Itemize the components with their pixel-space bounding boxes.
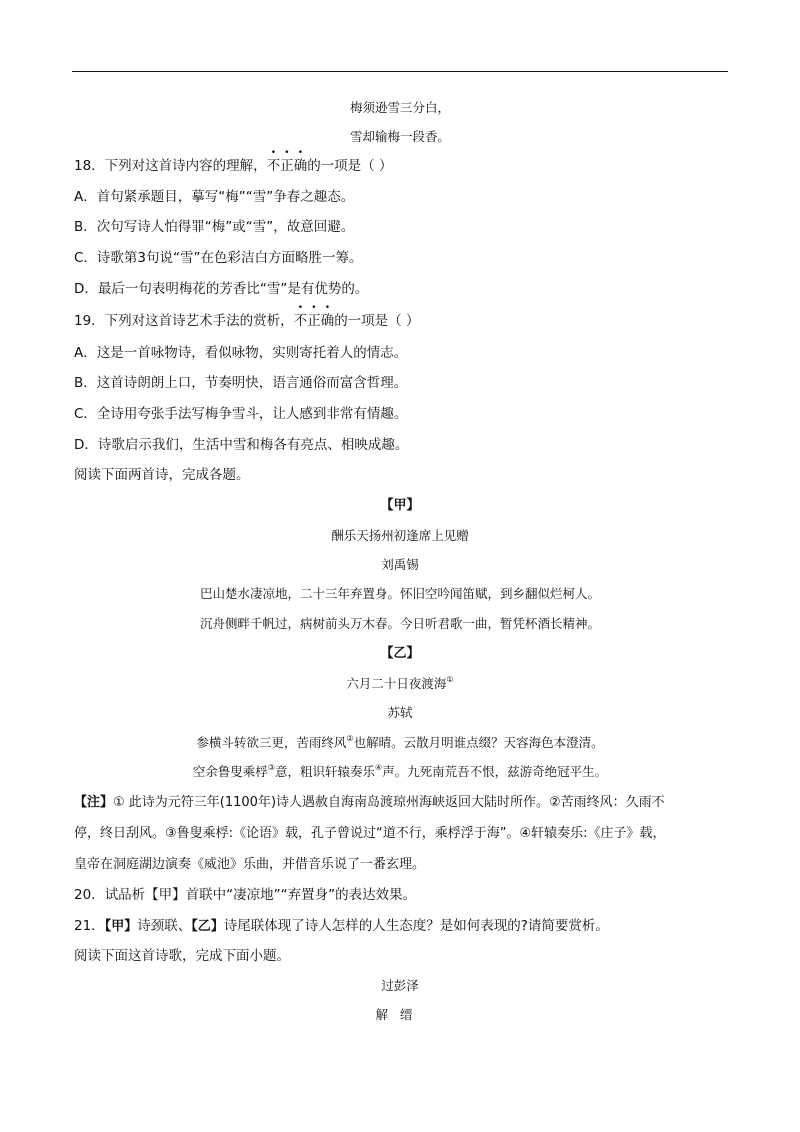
emphasis-char: 正 bbox=[307, 313, 321, 329]
footnote-ref: ③ bbox=[267, 763, 275, 772]
poem-yi-mark: 【乙】 bbox=[380, 646, 420, 661]
notes-line: 停，终日刮风。③鲁叟乘桴:《论语》载，孔子曾说过“道不行，乘桴浮于海”。④轩辕奏乐:《庄子》载， bbox=[74, 826, 666, 841]
reading-instruction: 阅读下面这首诗歌，完成下面小题。 bbox=[74, 948, 290, 964]
option-b: B．次句写诗人怕得罪“梅”或“雪”，故意回避。 bbox=[74, 219, 355, 235]
poem-yi-line: 参横斗转欲三更，苦雨终风②也解晴。云散月明谁点缀？天容海色本澄清。 bbox=[196, 734, 604, 750]
poem-yi-author: 苏轼 bbox=[387, 705, 413, 720]
option-d: D．诗歌启示我们，生活中雪和梅各有亮点、相映成趣。 bbox=[74, 437, 409, 453]
option-b: B．这首诗朗朗上口，节奏明快，语言通俗而富含哲理。 bbox=[74, 375, 408, 391]
poem-line: 梅须逊雪三分白， bbox=[349, 100, 450, 115]
poem-jia-author: 刘禹锡 bbox=[381, 557, 419, 572]
poem-jia-title: 酬乐天扬州初逢席上见赠 bbox=[331, 528, 469, 543]
notes-label: 【注】 bbox=[74, 795, 114, 810]
poem-jia-line: 巴山楚水凄凉地，二十三年弃置身。怀旧空吟闻笛赋，到乡翻似烂柯人。 bbox=[199, 586, 600, 601]
poem-last-author: 解缙 bbox=[375, 1007, 425, 1022]
notes-line: 【注】① 此诗为元符三年(1100年)诗人遇赦自海南岛渡琼州海峡返回大陆时所作。②苦雨终风：久雨不 bbox=[74, 795, 665, 810]
question-18-stem: 18．下列对这首诗内容的理解，不正确的一项是（ ） bbox=[74, 158, 393, 174]
option-c: C．全诗用夸张手法写梅争雪斗，让人感到非常有情趣。 bbox=[74, 406, 408, 422]
poem-line: 雪却输梅一段香。 bbox=[349, 129, 450, 144]
poem-jia-line: 沉舟侧畔千帆过，病树前头万木春。今日听君歌一曲，暂凭杯酒长精神。 bbox=[199, 616, 600, 631]
footnote-ref: ② bbox=[346, 734, 354, 743]
emphasis-char: 不 bbox=[293, 313, 308, 329]
poem-yi-line: 空余鲁叟乘桴③意，粗识轩辕奏乐④声。九死南荒吾不恨，兹游奇绝冠平生。 bbox=[192, 763, 608, 779]
footnote-ref: ④ bbox=[375, 763, 383, 772]
poem-yi-title: 六月二十日夜渡海① bbox=[346, 675, 454, 691]
question-21: 21．【甲】诗颈联、【乙】诗尾联体现了诗人怎样的人生态度？是如何表现的?请简要赏析。 bbox=[74, 918, 609, 934]
question-19-stem: 19．下列对这首诗艺术手法的赏析，不正确的一项是（ ） bbox=[74, 313, 420, 329]
emphasis-char: 确 bbox=[320, 313, 335, 329]
header-rule bbox=[72, 71, 728, 72]
poem-last-title: 过彭泽 bbox=[381, 978, 419, 993]
emphasis-char: 正 bbox=[280, 158, 294, 174]
notes-line: 皇帝在洞庭湖边演奏《威池》乐曲，并借音乐说了一番玄理。 bbox=[74, 857, 426, 872]
option-d: D．最后一句表明梅花的芳香比“雪”是有优势的。 bbox=[74, 281, 369, 297]
question-20: 20．试品析【甲】首联中“凄凉地”“弃置身”的表达效果。 bbox=[74, 887, 417, 903]
poem-jia-mark: 【甲】 bbox=[380, 498, 420, 513]
reading-instruction: 阅读下面两首诗，完成各题。 bbox=[74, 467, 250, 483]
emphasis-char: 不 bbox=[266, 158, 281, 174]
option-a: A．首句紧承题目，摹写“梅”“雪”争春之趣态。 bbox=[74, 189, 355, 205]
option-c: C．诗歌第3句说“雪”在色彩洁白方面略胜一筹。 bbox=[74, 250, 363, 266]
emphasis-char: 确 bbox=[293, 158, 308, 174]
footnote-ref: ① bbox=[446, 675, 454, 684]
option-a: A．这是一首咏物诗，看似咏物，实则寄托着人的情志。 bbox=[74, 345, 408, 361]
